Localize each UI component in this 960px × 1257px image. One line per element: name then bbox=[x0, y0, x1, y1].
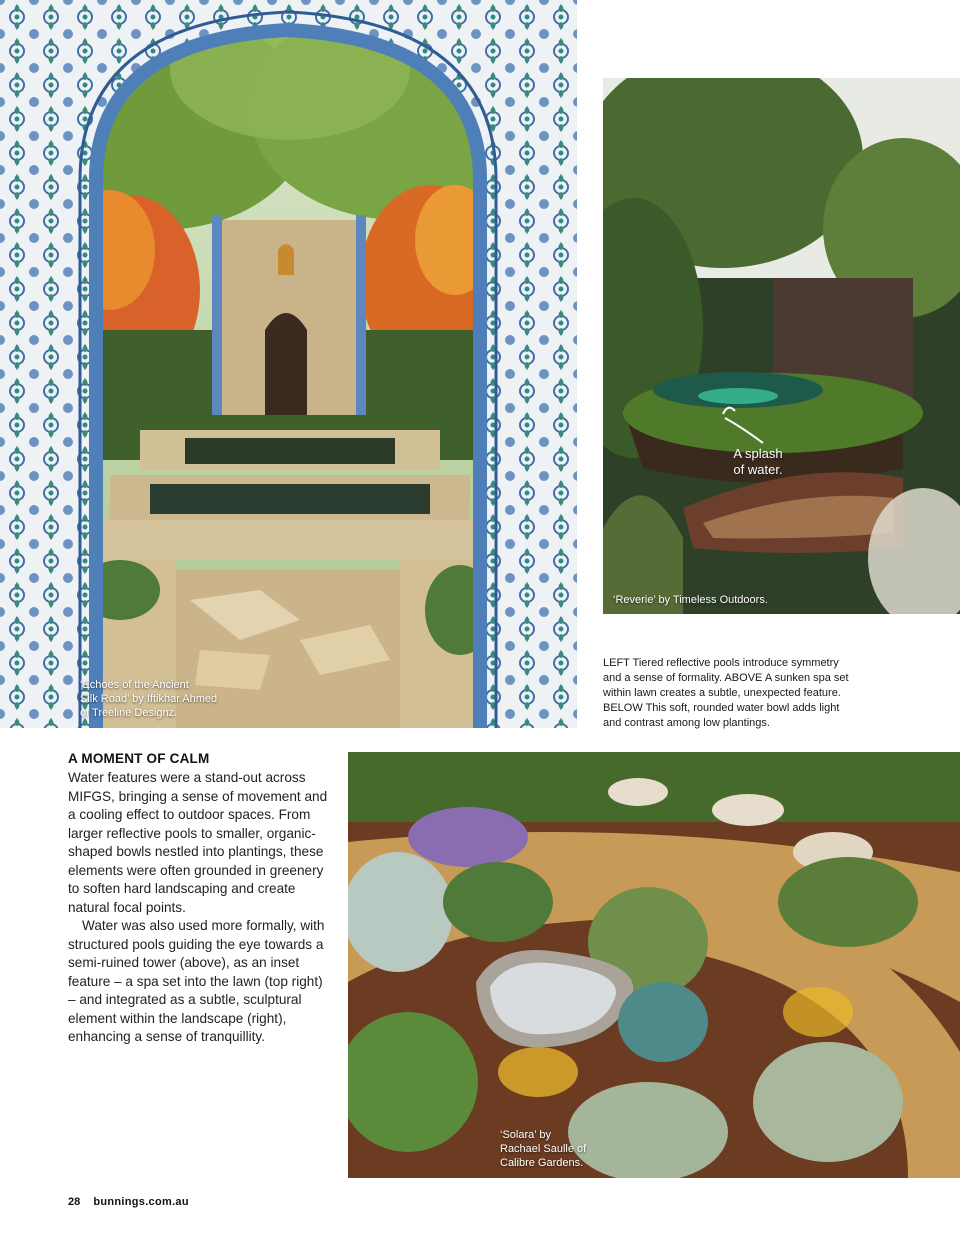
reverie-spa-image bbox=[603, 78, 960, 614]
caption-line: ‘Solara’ by bbox=[500, 1129, 551, 1141]
photo-silk-road-garden bbox=[0, 0, 577, 728]
caption-text-line: and contrast among low plantings. bbox=[603, 717, 770, 729]
article-paragraph: Water was also used more formally, with structured pools guiding the eye towards a semi-ruined tower (above), as an inset feature – a spa set into the lawn (top right) – and integrated as a subtle, sculptural element within the landscape (right), enhancing a sense of tranquillity. bbox=[68, 918, 325, 1044]
caption-line: Rachael Saulle of bbox=[500, 1143, 587, 1155]
caption-text-line: and a sense of formality. ABOVE A sunken spa set bbox=[603, 672, 849, 684]
silk-road-caption bbox=[80, 678, 217, 720]
article-paragraph: Water features were a stand-out across MIFGS, bringing a sense of movement and a cooling effect to outdoor spaces. From larger reflective pools to smaller, organic-shaped bowls nestled into plantings, these elements were often grounded in greenery to soften hard landscaping and create natural focal points. bbox=[68, 770, 328, 915]
page-number: 28 bbox=[68, 1196, 81, 1208]
solara-garden-image bbox=[348, 752, 960, 1178]
caption-text-line: within lawn creates a subtle, unexpected feature. bbox=[603, 687, 841, 699]
caption-line: Silk Road’ by Iftikhar Ahmed bbox=[80, 693, 218, 705]
annotation-line: of water. bbox=[733, 462, 783, 477]
footer-website: bunnings.com.au bbox=[93, 1196, 189, 1208]
caption-line: ‘Echoes of the Ancient bbox=[80, 679, 189, 691]
annotation-line: A splash bbox=[733, 446, 783, 461]
solara-caption bbox=[500, 1128, 586, 1170]
article-heading: A MOMENT OF CALM bbox=[68, 751, 210, 766]
silk-road-garden-image bbox=[0, 0, 577, 728]
splash-annotation bbox=[713, 446, 803, 478]
caption-line: of Treeline Designz. bbox=[80, 707, 178, 719]
reverie-caption: ‘Reverie’ by Timeless Outdoors. bbox=[613, 594, 768, 606]
photo-reverie-spa bbox=[603, 78, 960, 614]
caption-text-line: LEFT Tiered reflective pools introduce symmetry bbox=[603, 657, 839, 669]
photo-solara-garden bbox=[348, 752, 960, 1178]
photo-captions-block bbox=[603, 656, 903, 731]
caption-line: Calibre Gardens. bbox=[500, 1157, 584, 1169]
page-footer bbox=[68, 1196, 189, 1208]
article bbox=[68, 751, 330, 1047]
caption-text-line: BELOW This soft, rounded water bowl adds light bbox=[603, 702, 840, 714]
